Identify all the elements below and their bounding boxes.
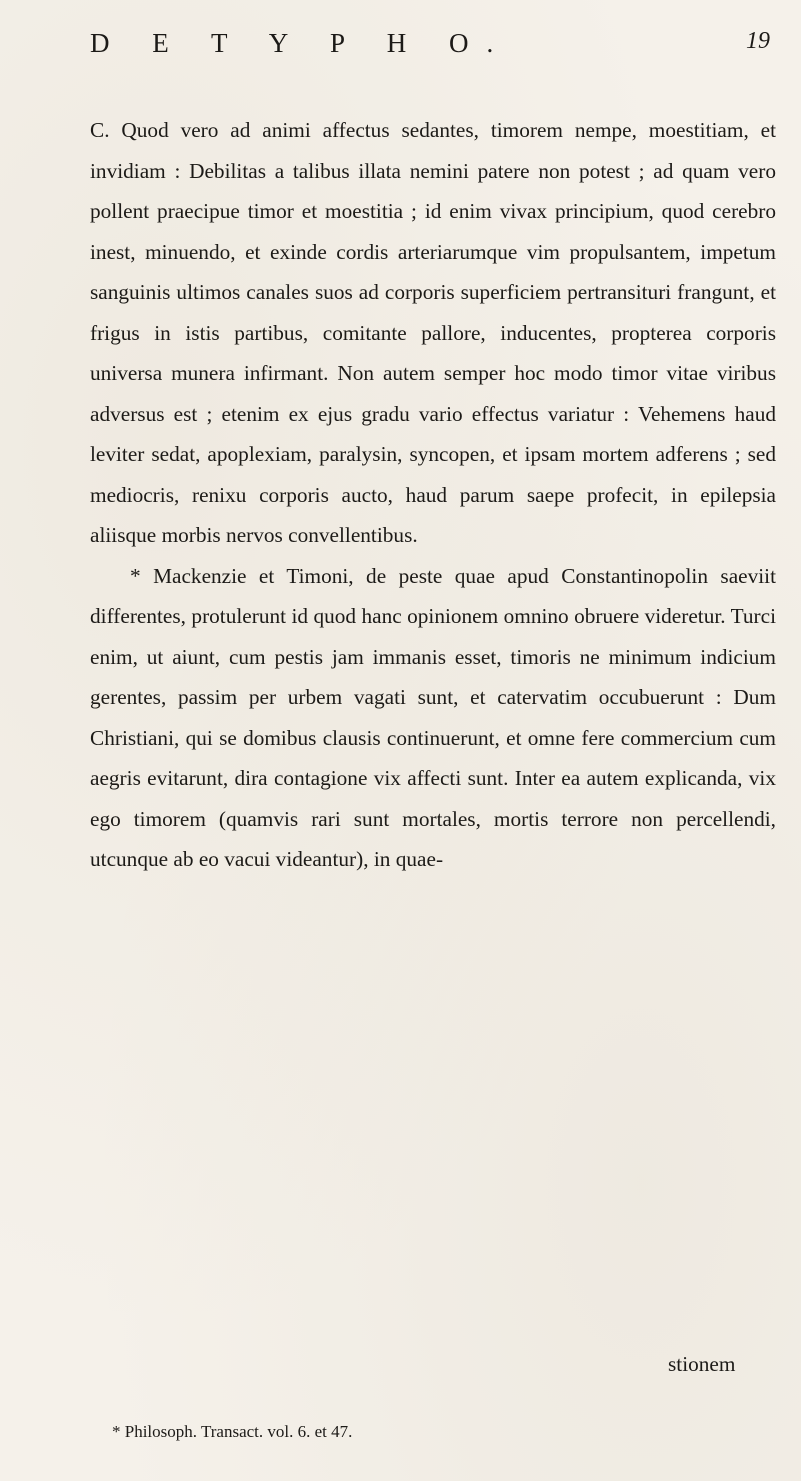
- catchword: stionem: [668, 1352, 736, 1376]
- running-title: D E T Y P H O.: [90, 28, 512, 58]
- footnote: * Philosoph. Transact. vol. 6. et 47.: [112, 1422, 353, 1441]
- page-number: 19: [746, 28, 770, 54]
- paragraph-c: C. Quod vero ad animi affectus sedantes, timorem nempe, moestitiam, et invidiam : Debilitas a talibus illata nemini patere non potest ; ad quam vero pollent praecipue timor et moestitia ; id enim vivax principium, quod cerebro inest, minuendo, et exinde cordis arteriarumque vim propulsantem, impetum sanguinis ultimos canales suos ad corporis superficiem pertransituri frangunt, et frigus in istis partibus, comitante pallore, inducentes, propterea corporis universa munera infirmant. Non autem semper hoc modo timor vitae viribus adversus est ; etenim ex ejus gradu vario effectus variatur : Vehemens haud leviter sedat, apoplexiam, paralysin, syncopen, et ipsam mortem adferens ; sed mediocris, renixu corporis aucto, haud parum saepe profecit, in epilepsia aliisque morbis nervos convellentibus.: [90, 118, 776, 547]
- running-head: [90, 28, 770, 68]
- paragraph-mackenzie: * Mackenzie et Timoni, de peste quae apud Constantinopolin saeviit differentes, protulerunt id quod hanc opinionem omnino obruere videretur. Turci enim, ut aiunt, cum pestis jam immanis esset, timoris ne minimum indicium gerentes, passim per urbem vagati sunt, et catervatim occubuerunt : Dum Christiani, qui se domibus clausis continuerunt, et omne fere commercium cum aegris evitarunt, dira contagione vix affecti sunt. Inter ea autem explicanda, vix ego timorem (quamvis rari sunt mortales, mortis terrore non percellendi, utcunque ab eo vacui videantur), in quae-: [90, 563, 776, 871]
- body-text: [90, 110, 776, 880]
